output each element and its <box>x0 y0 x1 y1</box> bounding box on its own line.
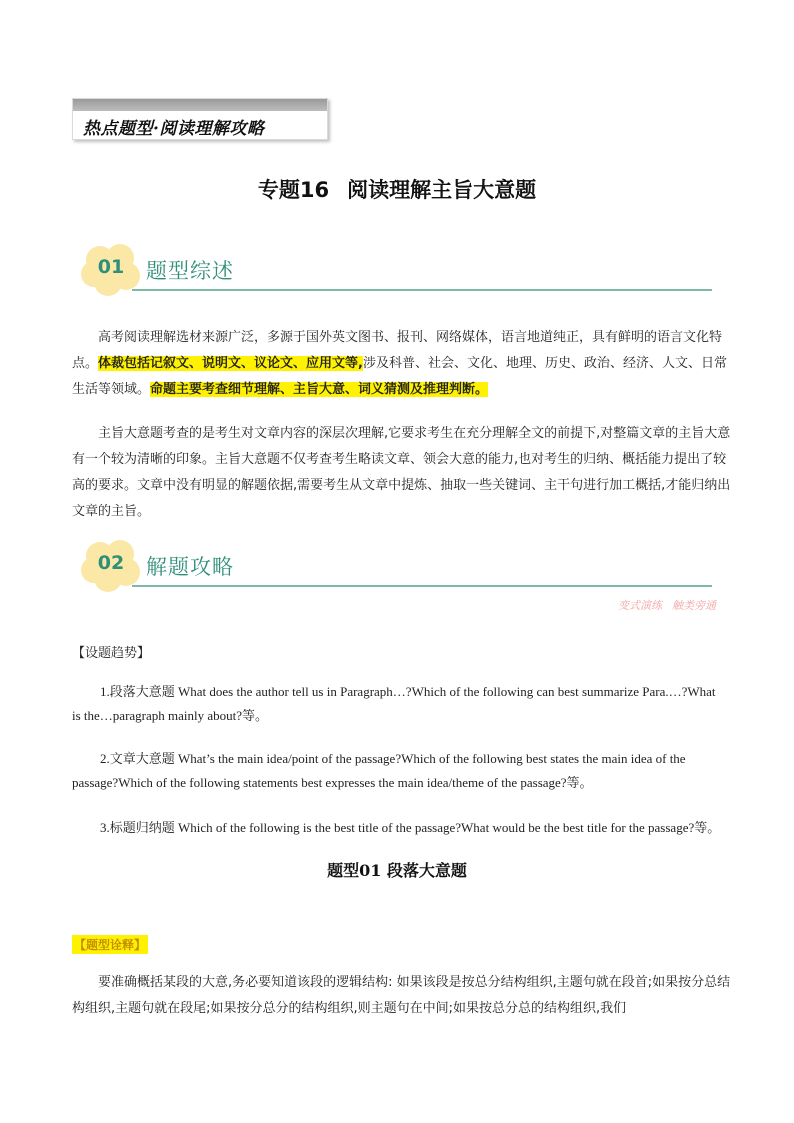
title-text: 阅读理解主旨大意题 <box>347 178 537 202</box>
section-number: 01 <box>97 256 125 278</box>
type01-title: 题型01 段落大意题 <box>327 861 467 880</box>
overview-text: 涉及科普、社会、文化、地理、历史、政治、经济、人文、日常生活等领域。 <box>72 356 727 397</box>
title-number: 专题16 <box>257 178 330 202</box>
trend-tag: 【设题趋势】 <box>72 646 151 661</box>
section-divider <box>132 585 712 587</box>
hint-text <box>618 597 716 613</box>
section-label: 解题攻略 <box>146 555 234 579</box>
overview-paragraph-1 <box>72 325 732 403</box>
overview-paragraph-2: 主旨大意题考查的是考生对文章内容的深层次理解,它要求考生在充分理解全文的前提下,对整篇文章的主旨大意有一个较为清晰的印象。主旨大意题不仅考查考生略读文章、领会大意的能力,也对考生的归纳、概括能力提出了较高的要求。文章中没有明显的解题依据,需要考生从文章中提炼、抽取一些关键词、主干句进行加工概括,才能归纳出文章的主旨。 <box>72 426 731 519</box>
trend-item-1: 1.段落大意题 What does the author tell us in Paragraph…?Which of the following can best summarize Para.…?What is the…paragraph mainly about?等。 <box>72 684 716 723</box>
page-title <box>0 174 794 204</box>
overview-text: 高考阅读理解选材来源广泛，多源于国外英文图书、报刊、网络媒体，语言地道纯正，具有鲜明的语言文化特点。 <box>72 330 723 371</box>
hint-part: 触类旁通 <box>672 599 716 612</box>
section-number: 02 <box>97 552 125 574</box>
section-divider <box>132 289 712 291</box>
section-heading-overview <box>80 242 712 302</box>
trend-item-2: 2.文章大意题 What’s the main idea/point of the passage?Which of the following best states the main idea of the passage?Which of the following statements best expresses the main idea/theme of the passage?等。 <box>72 751 686 790</box>
banner-text: 热点题型·阅读理解攻略 <box>83 119 265 139</box>
highlight-genres: 体裁包括记叙文、说明文、议论文、应用文等, <box>98 356 363 371</box>
type01-paragraph: 要准确概括某段的大意,务必要知道该段的逻辑结构: 如果该段是按总分结构组织,主题句就在段首;如果按分总结构组织,主题句就在段尾;如果按分总分的结构组织,则主题句在中间;如果按总分总的结构组织,我们 <box>72 975 731 1016</box>
section-heading-strategy <box>80 538 712 598</box>
section-label: 题型综述 <box>146 259 234 283</box>
highlight-question-types: 命题主要考查细节理解、主旨大意、词义猜测及推理判断。 <box>150 382 489 397</box>
header-banner <box>72 98 328 140</box>
hint-part: 变式演练 <box>618 599 662 612</box>
trend-item-3: 3.标题归纳题 Which of the following is the best title of the passage?What would be the best title for the passage?等。 <box>100 820 721 835</box>
type01-tag: 【题型诠释】 <box>72 935 148 954</box>
banner-top-bar <box>73 99 327 111</box>
